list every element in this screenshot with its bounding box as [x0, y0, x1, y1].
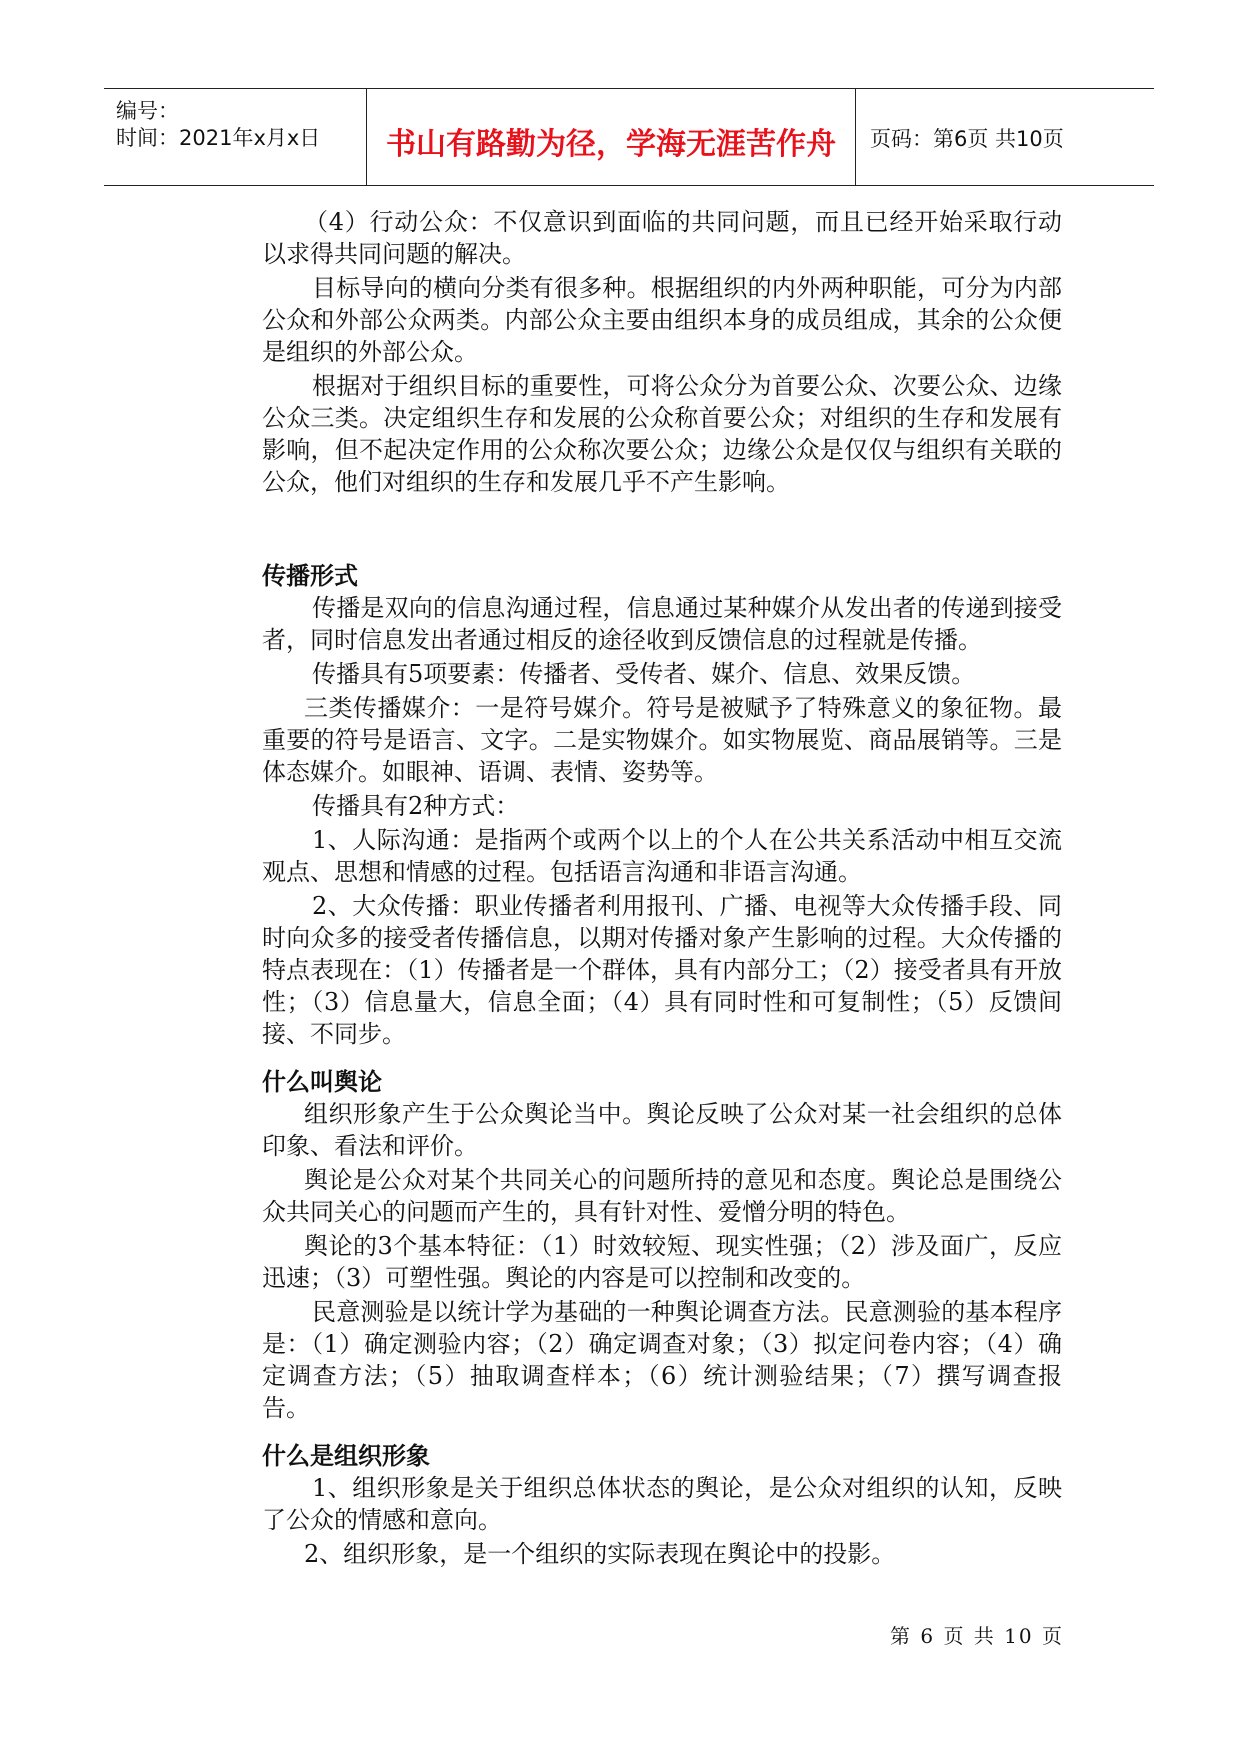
header-page-cell	[856, 89, 1154, 185]
paragraph: 舆论的3个基本特征：（1）时效较短、现实性强；（2）涉及面广，反应迅速；（3）可塑性强。舆论的内容是可以控制和改变的。	[262, 1232, 1062, 1292]
section-heading: 什么叫舆论	[262, 1068, 382, 1096]
document-time-label: 时间：2021年x月x日	[116, 126, 321, 150]
paragraph: 1、组织形象是关于组织总体状态的舆论，是公众对组织的认知，反映了公众的情感和意向。	[262, 1474, 1062, 1534]
document-number-label: 编号：	[116, 99, 179, 123]
page-body	[262, 206, 1062, 1572]
header-info-cell	[104, 89, 367, 185]
section-heading: 传播形式	[262, 562, 358, 590]
section-heading: 什么是组织形象	[262, 1442, 430, 1470]
page-footer-number: 第 6 页 共 10 页	[890, 1624, 1064, 1648]
page-header-table	[104, 88, 1154, 186]
paragraph: （4）行动公众：不仅意识到面临的共同问题，而且已经开始采取行动以求得共同问题的解决。	[262, 208, 1062, 268]
paragraph: 传播具有5项要素：传播者、受传者、媒介、信息、效果反馈。	[312, 660, 976, 688]
paragraph: 组织形象产生于公众舆论当中。舆论反映了公众对某一社会组织的总体印象、看法和评价。	[262, 1100, 1062, 1160]
paragraph: 2、组织形象，是一个组织的实际表现在舆论中的投影。	[304, 1540, 896, 1568]
header-motto: 书山有路勤为径，学海无涯苦作舟	[386, 127, 836, 162]
header-motto-cell	[367, 89, 856, 185]
paragraph: 三类传播媒介：一是符号媒介。符号是被赋予了特殊意义的象征物。最重要的符号是语言、文字。二是实物媒介。如实物展览、商品展销等。三是体态媒介。如眼神、语调、表情、姿势等。	[262, 694, 1062, 786]
paragraph: 传播是双向的信息沟通过程，信息通过某种媒介从发出者的传递到接受者，同时信息发出者通过相反的途径收到反馈信息的过程就是传播。	[262, 594, 1062, 654]
paragraph: 民意测验是以统计学为基础的一种舆论调查方法。民意测验的基本程序是：（1）确定测验内容；（2）确定调查对象；（3）拟定问卷内容；（4）确定调查方法；（5）抽取调查样本；（6）统计测验结果；（7）撰写调查报告。	[262, 1298, 1062, 1422]
header-page-code: 页码：第6页 共10页	[870, 127, 1064, 151]
paragraph: 舆论是公众对某个共同关心的问题所持的意见和态度。舆论总是围绕公众共同关心的问题而产生的，具有针对性、爱憎分明的特色。	[262, 1166, 1062, 1226]
paragraph: 根据对于组织目标的重要性，可将公众分为首要公众、次要公众、边缘公众三类。决定组织生存和发展的公众称首要公众；对组织的生存和发展有影响，但不起决定作用的公众称次要公众；边缘公众是仅仅与组织有关联的公众，他们对组织的生存和发展几乎不产生影响。	[262, 372, 1062, 496]
paragraph: 目标导向的横向分类有很多种。根据组织的内外两种职能，可分为内部公众和外部公众两类。内部公众主要由组织本身的成员组成，其余的公众便是组织的外部公众。	[262, 274, 1062, 366]
paragraph: 1、人际沟通：是指两个或两个以上的个人在公共关系活动中相互交流观点、思想和情感的过程。包括语言沟通和非语言沟通。	[262, 826, 1062, 886]
paragraph: 2、大众传播：职业传播者利用报刊、广播、电视等大众传播手段、同时向众多的接受者传播信息，以期对传播对象产生影响的过程。大众传播的特点表现在：（1）传播者是一个群体，具有内部分工；（2）接受者具有开放性；（3）信息量大，信息全面；（4）具有同时性和可复制性；（5）反馈间接、不同步。	[262, 892, 1062, 1048]
paragraph: 传播具有2种方式：	[312, 792, 520, 820]
